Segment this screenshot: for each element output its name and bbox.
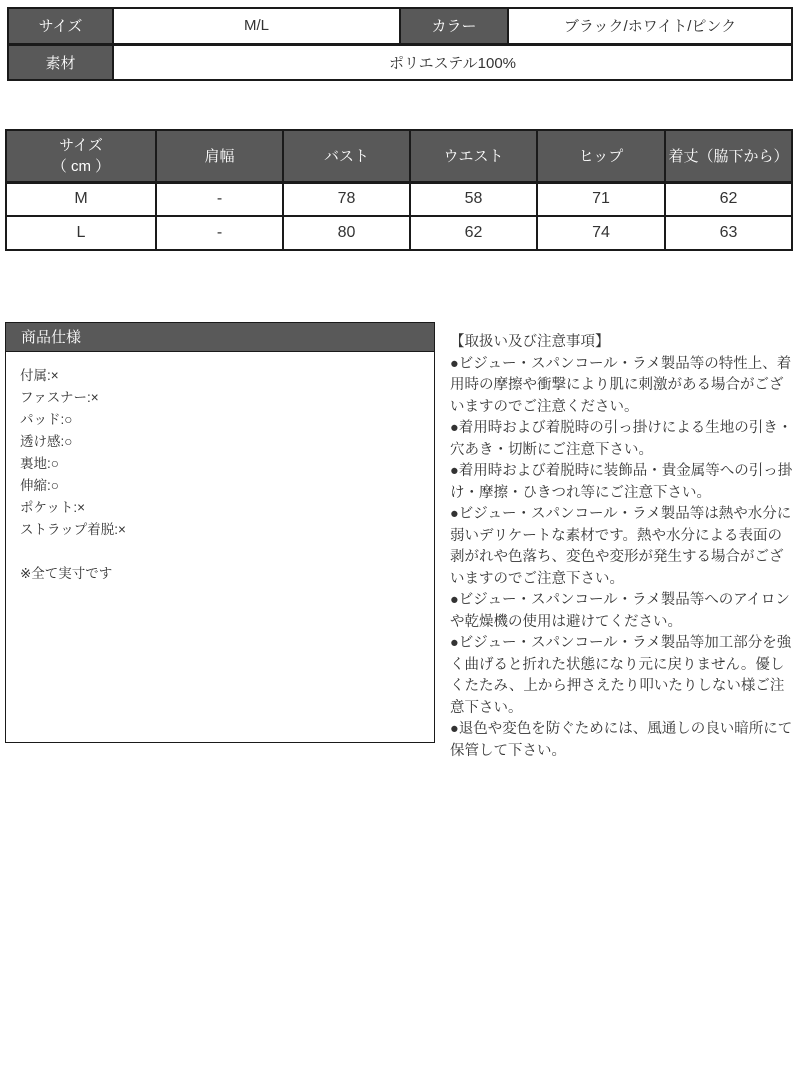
precaution-item-heat-moisture: ●ビジュー・スパンコール・ラメ製品等は熱や水分に弱いデリケートな素材です。熱や水分による表面の剥がれや色落ち、変色や変形が発生する場合がございますのでご注意下さい。 <box>450 506 792 587</box>
precaution-item-jewelry: ●着用時および着脱時に装飾品・貴金属等への引っ掛け・摩擦・ひきつれ等にご注意下さい。 <box>450 463 793 501</box>
spec-item-fastener: ファスナー:× <box>20 390 99 405</box>
precaution-item-iron-dryer: ●ビジュー・スパンコール・ラメ製品等へのアイロンや乾燥機の使用は避けてください。 <box>450 592 790 630</box>
row-m-hip: 71 <box>537 182 665 216</box>
row-m-length: 62 <box>665 182 792 216</box>
material-value-cell: ポリエステル100% <box>113 44 792 80</box>
spec-item-lining: 裏地:○ <box>20 456 59 471</box>
shoulder-header-cell: 肩幅 <box>156 130 283 182</box>
spec-item-sheer: 透け感:○ <box>20 434 73 449</box>
info-row-size-color <box>8 8 792 44</box>
row-l-size: L <box>6 216 156 250</box>
material-header-cell: 素材 <box>8 44 113 80</box>
precautions-title: 【取扱い及び注意事項】 <box>450 334 610 350</box>
spec-measurement-note: ※全て実寸です <box>20 566 113 581</box>
size-header-cell: サイズ <box>8 8 113 44</box>
size-cm-header-line2: （ cm ） <box>51 157 111 175</box>
size-chart-table <box>5 129 793 251</box>
product-spec-title: 商品仕様 <box>6 323 434 352</box>
size-chart-row-m <box>6 182 792 216</box>
spec-item-pocket: ポケット:× <box>20 500 85 515</box>
size-value-cell: M/L <box>113 8 400 44</box>
row-l-length: 63 <box>665 216 792 250</box>
size-cm-header-cell <box>6 130 156 182</box>
color-value-cell: ブラック/ホワイト/ピンク <box>508 8 792 44</box>
product-spec-list <box>6 352 434 585</box>
product-spec-box <box>5 322 435 743</box>
hip-header-cell: ヒップ <box>537 130 665 182</box>
row-l-bust: 80 <box>283 216 410 250</box>
precaution-item-storage: ●退色や変色を防ぐためには、風通しの良い暗所にて保管して下さい。 <box>450 721 793 759</box>
size-chart-row-l <box>6 216 792 250</box>
waist-header-cell: ウエスト <box>410 130 537 182</box>
spec-item-stretch: 伸縮:○ <box>20 478 59 493</box>
bust-header-cell: バスト <box>283 130 410 182</box>
row-l-hip: 74 <box>537 216 665 250</box>
spec-item-pad: パッド:○ <box>20 412 73 427</box>
precautions-section <box>450 332 796 762</box>
info-row-material <box>8 44 792 80</box>
row-m-size: M <box>6 182 156 216</box>
size-cm-header-line1: サイズ <box>59 136 103 154</box>
row-l-waist: 62 <box>410 216 537 250</box>
row-m-waist: 58 <box>410 182 537 216</box>
row-m-shoulder: - <box>156 182 283 216</box>
row-l-shoulder: - <box>156 216 283 250</box>
spec-item-accessory: 付属:× <box>20 368 59 383</box>
precaution-item-bending: ●ビジュー・スパンコール・ラメ製品等加工部分を強く曲げると折れた状態になり元に戻りません。優しくたたみ、上から押さえたり叩いたりしない様ご注意下さい。 <box>450 635 792 716</box>
precaution-item-friction: ●ビジュー・スパンコール・ラメ製品等の特性上、着用時の摩擦や衝撃により肌に刺激がある場合がございますのでご注意ください。 <box>450 355 792 415</box>
length-header-cell: 着丈（脇下から） <box>665 130 792 182</box>
spec-item-strap: ストラップ着脱:× <box>20 522 126 537</box>
color-header-cell: カラー <box>400 8 508 44</box>
size-chart-header-row <box>6 130 792 182</box>
row-m-bust: 78 <box>283 182 410 216</box>
product-info-table <box>7 7 793 81</box>
precaution-item-snagging: ●着用時および着脱時の引っ掛けによる生地の引き・穴あき・切断にご注意下さい。 <box>450 420 793 458</box>
